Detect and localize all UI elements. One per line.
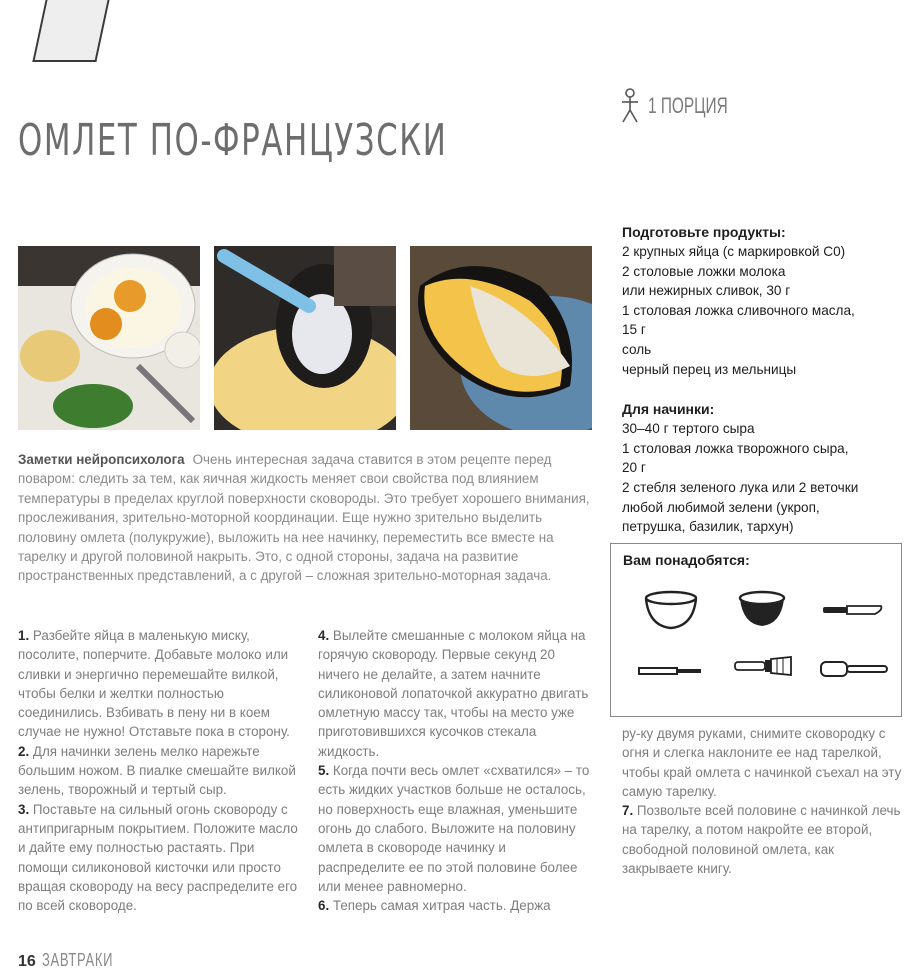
step-item: ру-ку двумя руками, снимите сковородку с огня и слегка наклоните ее над тарелкой, чтобы край омлета с начинкой съехал на эту самую тарелку. <box>622 726 902 799</box>
products-heading: Подготовьте продукты: <box>622 224 786 240</box>
person-icon <box>620 88 640 124</box>
filling-line: 20 г <box>622 460 646 476</box>
recipe-title: ОМЛЕТ ПО-ФРАНЦУЗСКИ <box>18 115 448 167</box>
knife-icon <box>821 600 885 620</box>
decorative-tab <box>32 0 111 62</box>
photo-eggs-bowl <box>18 246 200 430</box>
photo-pan-filling <box>214 246 396 430</box>
step-item: 6. Теперь самая хитрая часть. Держа <box>318 898 551 914</box>
portion-label: 1 ПОРЦИЯ <box>648 93 728 118</box>
neuropsychologist-notes <box>18 450 598 586</box>
product-line: 2 столовые ложки молока <box>622 263 786 279</box>
photo-omelet-plate <box>410 246 592 430</box>
product-line: соль <box>622 341 652 357</box>
product-line: 1 столовая ложка сливочного масла, <box>622 302 855 318</box>
product-line: черный перец из мельницы <box>622 361 797 377</box>
step-item: 3. Поставьте на сильный огонь сковороду с антипригарным покрытием. Положите масло и дайте ему полностью растаять. При помощи силиконовой кисточки или просто вращая сковороду на весу распределите его по всей сковороде. <box>18 801 298 914</box>
product-line: или нежирных сливок, 30 г <box>622 283 791 299</box>
steps-column-2 <box>318 626 596 915</box>
step-item: 4. Вылейте смешанные с молоком яйца на горячую сковороду. Первые секунд 20 ничего не делайте, а затем начните силиконовой лопаточкой аккуратно двигать омлетную массу так, чтобы на место уже приготовившихся кусочков стекала жидкость. <box>318 628 589 759</box>
portion-info <box>620 88 762 124</box>
filling-line: 2 стебля зеленого лука или 2 веточки <box>622 479 859 495</box>
dark-bowl-icon <box>737 590 787 630</box>
section-name: ЗАВТРАКИ <box>41 950 114 970</box>
notes-text: Очень интересная задача ставится в этом рецепте перед поваром: следить за тем, как яичная жидкость меняет свои свойства под влиянием температуры в пределах круглой поверхности сковороды. Это требует хорошего внимания, прослеживания, зрительно-моторной координации. Еще нужно зрительно выделить половину омлета (полукружие), выложить на нее начинку, переместить все вместе на тарелку и другой половиной накрыть. Это, с одной стороны, задача на развитие пространственных представлений, а с другой – сложная зрительно-моторная задача. <box>18 452 590 584</box>
notes-heading: Заметки нейропсихолога <box>18 452 185 467</box>
step-item: 7. Позвольте всей половине с начинкой лечь на тарелку, а потом накройте ее второй, свободной половиной омлета, как закрываете книгу. <box>622 803 901 877</box>
steps-column-3 <box>622 724 904 878</box>
tools-box <box>610 543 902 717</box>
filling-heading: Для начинки: <box>622 401 715 418</box>
filling-line: петрушка, базилик, тархун) <box>622 519 794 535</box>
filling-line: 30–40 г тертого сыра <box>622 421 755 437</box>
ingredients-column <box>622 222 902 537</box>
tools-heading: Вам понадобятся: <box>623 552 750 568</box>
filling-line: любой любимой зелени (укроп, <box>622 499 820 515</box>
filling-line: 1 столовая ложка творожного сыра, <box>622 440 849 456</box>
step-item: 5. Когда почти весь омлет «схватился» – то есть жидких участков больше не осталось, но поверхность еще влажная, уменьшите огонь до слабого. Выложите на половину омлета в сковороде начинку и распределите ее по этой половине более или менее равномерно. <box>318 763 590 894</box>
step-item: 1. Разбейте яйца в маленькую миску, посолите, поперчите. Добавьте молоко или сливки и энергично перемешайте вилкой, чтобы белки и желтки полностью соединились. Взбивать в пену ни в коем случае не нужно! Отставьте пока в сторону. <box>18 628 290 740</box>
product-line: 2 крупных яйца (с маркировкой С0) <box>622 244 846 259</box>
step-item: 2. Для начинки зелень мелко нарежьте большим ножом. В пиалке смешайте вилкой зелень, творожный и тертый сыр. <box>18 743 296 798</box>
bowl-icon <box>643 590 699 632</box>
steps-column-1 <box>18 626 302 915</box>
brush-icon <box>733 654 793 678</box>
page-footer <box>18 950 141 971</box>
page-number: 16 <box>18 953 36 970</box>
pan-icon <box>637 660 703 680</box>
product-line: 15 г <box>622 322 646 338</box>
spatula-icon <box>819 658 889 680</box>
